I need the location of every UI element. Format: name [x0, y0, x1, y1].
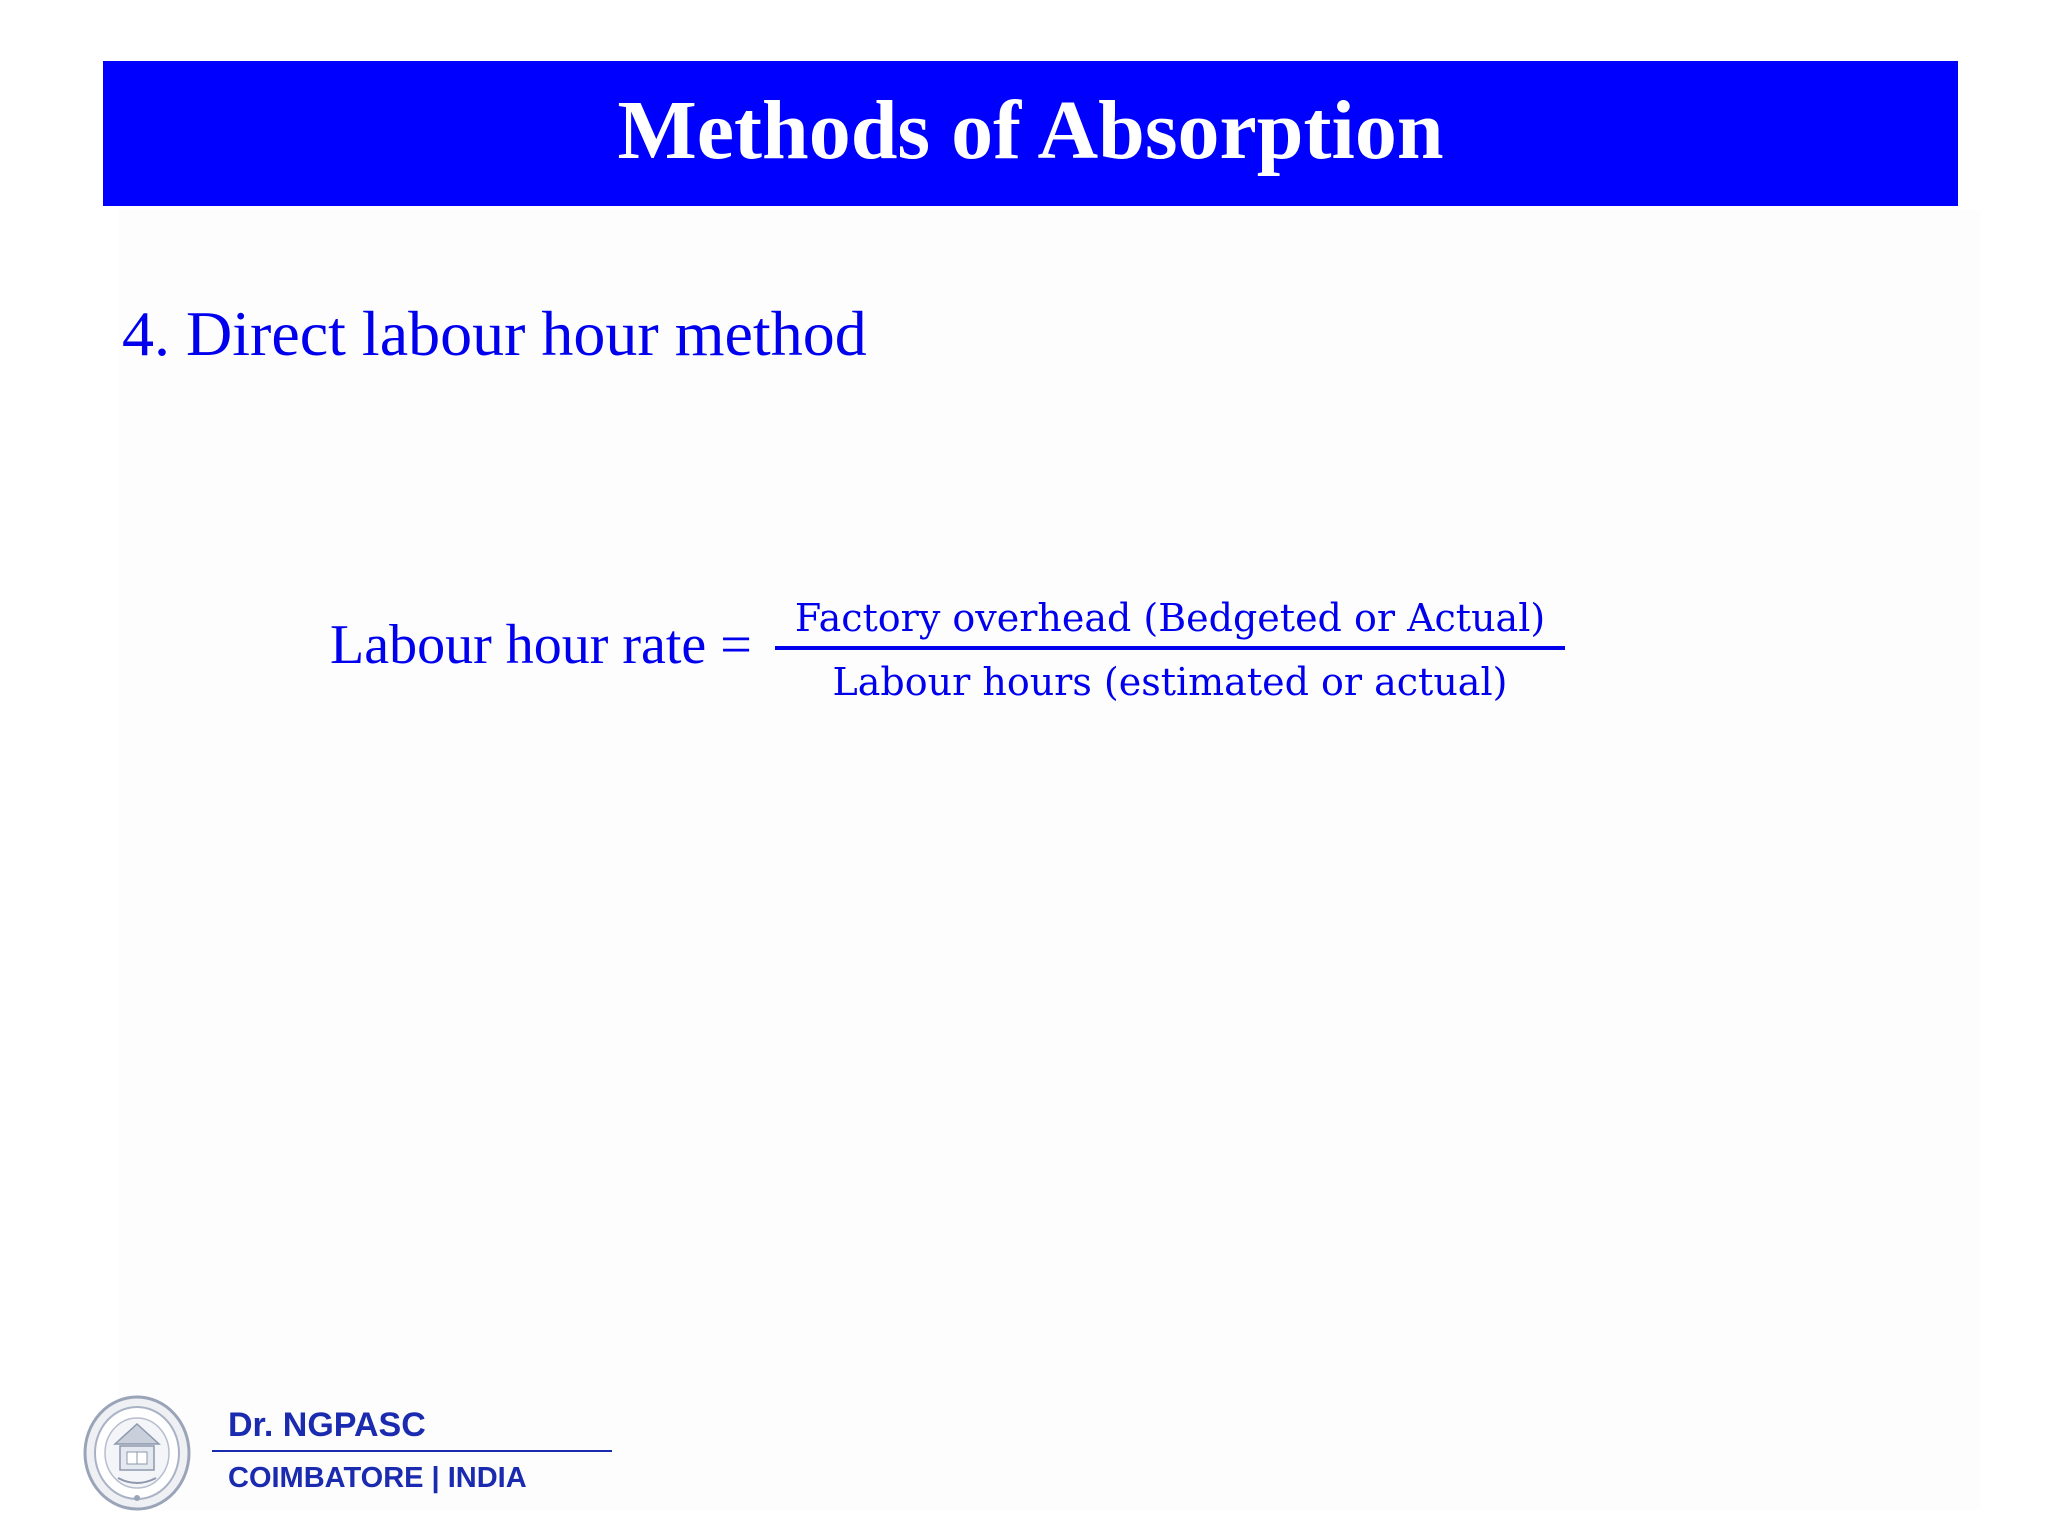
- formula-fraction: [775, 592, 1565, 708]
- fraction-bar: [775, 646, 1565, 650]
- formula-numerator: Factory overhead (Bedgeted or Actual): [794, 596, 1546, 640]
- method-heading: 4. Direct labour hour method: [122, 298, 867, 369]
- footer-divider: [212, 1450, 612, 1452]
- college-seal-icon: [82, 1394, 192, 1512]
- formula-lhs: Labour hour rate =: [330, 614, 752, 676]
- slide-title: Methods of Absorption: [617, 83, 1444, 177]
- college-name: Dr. NGPASC: [228, 1406, 426, 1444]
- footer: [80, 1390, 560, 1520]
- title-bar: [103, 61, 1958, 206]
- formula-denominator: Labour hours (estimated or actual): [832, 660, 1508, 704]
- college-location: COIMBATORE | INDIA: [228, 1462, 527, 1494]
- labour-hour-rate-formula: [330, 592, 1630, 712]
- slide-body: [118, 210, 1980, 1510]
